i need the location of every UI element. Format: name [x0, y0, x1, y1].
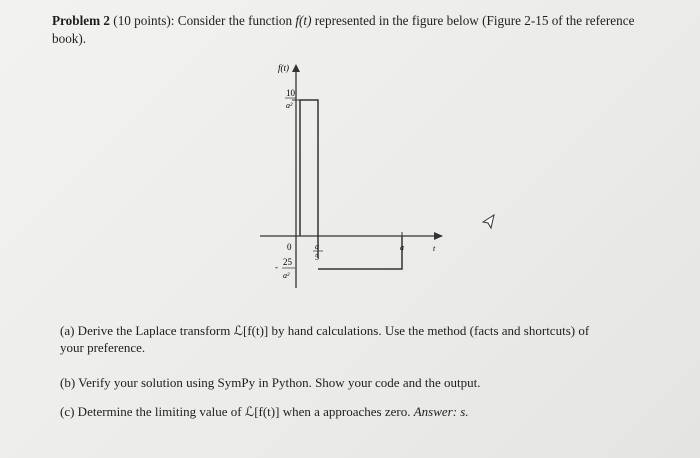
problem-statement — [52, 12, 652, 48]
top-value-den: a² — [286, 101, 293, 110]
x-axis-label: t — [433, 244, 436, 253]
question-c-answer: Answer: s. — [413, 404, 469, 419]
mouse-pointer-icon — [482, 214, 496, 230]
problem-label: Problem 2 — [52, 13, 110, 28]
question-a — [60, 322, 650, 356]
question-b: (b) Verify your solution using SymPy in Python. Show your code and the output. — [60, 375, 481, 390]
y-axis-label: f(t) — [278, 63, 289, 73]
problem-points: (10 points): — [113, 13, 175, 28]
neg-value-num: 25 — [283, 257, 292, 267]
x-tick1-den: 5 — [315, 253, 319, 262]
top-value-num: 10 — [286, 88, 295, 98]
question-c-text: (c) Determine the limiting value of ℒ[f(t)] when a approaches zero. — [60, 404, 411, 419]
neg-sign: - — [275, 262, 278, 272]
problem-intro-b: represented in the figure below (Figure 2-15 of the reference book). — [52, 13, 635, 46]
problem-intro-a: Consider the function — [177, 13, 293, 28]
function-symbol: f(t) — [295, 13, 312, 28]
positive-pulse — [300, 100, 318, 258]
x-tick2-label: a — [400, 243, 404, 252]
function-figure — [250, 58, 450, 298]
negative-pulse — [318, 236, 402, 269]
question-a-line1: (a) Derive the Laplace transform ℒ[f(t)] by hand calculations. Use the method (facts and shortcuts) of — [60, 323, 590, 338]
x-tick1-num: a — [315, 242, 319, 251]
origin-label: 0 — [287, 242, 292, 252]
question-c — [60, 403, 650, 420]
y-axis-arrow — [292, 64, 300, 72]
x-axis-arrow — [434, 232, 443, 240]
question-a-line2: your preference. — [60, 340, 146, 355]
neg-value-den: a² — [283, 271, 290, 280]
